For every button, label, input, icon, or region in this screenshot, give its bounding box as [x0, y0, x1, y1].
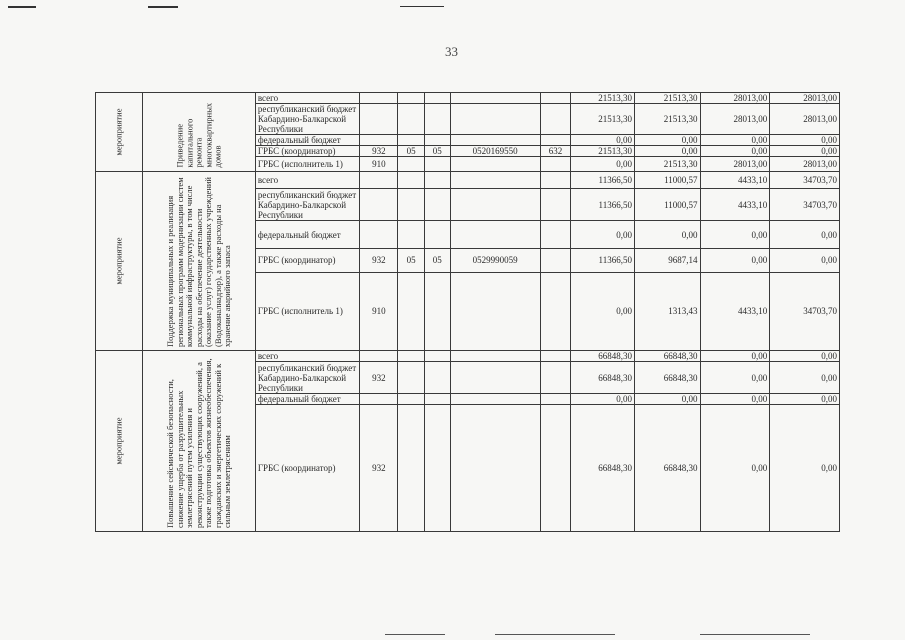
cell-grbs — [360, 220, 398, 248]
cell-y1: 21513,30 — [571, 146, 635, 157]
row-label: ГРБС (исполнитель 1) — [255, 157, 360, 172]
cell-y1: 0,00 — [571, 135, 635, 146]
cell-vr — [540, 351, 571, 362]
cell-y3: 0,00 — [700, 405, 770, 532]
cell-csr — [450, 220, 540, 248]
cell-vr: 632 — [540, 146, 571, 157]
cell-rz — [398, 93, 425, 104]
budget-table — [95, 92, 840, 532]
row-label: ГРБС (исполнитель 1) — [255, 272, 360, 350]
row-label: республиканский бюджет Кабардино-Балкарской Республики — [255, 362, 360, 394]
cell-vr — [540, 157, 571, 172]
cell-y4: 28013,00 — [770, 104, 840, 135]
cell-y1: 66848,30 — [571, 362, 635, 394]
activity-type-label: мероприятие — [113, 417, 124, 465]
cell-y2: 66848,30 — [634, 405, 700, 532]
cell-y3: 0,00 — [700, 393, 770, 404]
cell-y4: 0,00 — [770, 220, 840, 248]
activity-name-cell — [143, 172, 256, 351]
row-label: всего — [255, 93, 360, 104]
cell-rz — [398, 393, 425, 404]
cell-y4: 0,00 — [770, 146, 840, 157]
row-label: ГРБС (координатор) — [255, 249, 360, 272]
cell-pr — [424, 405, 450, 532]
cell-rz — [398, 220, 425, 248]
activity-name: Повышение сейсмической безопасности, снижение ущерба от разрушительных землетрясений путем усиления и реконструкции существующих сооружений, а также подготовка объектов жизнеобеспечения, гражданских и энергетических сооружений к сильным землетрясениям — [164, 358, 232, 528]
cell-pr: 05 — [424, 146, 450, 157]
cell-y2: 21513,30 — [634, 93, 700, 104]
cell-y2: 0,00 — [634, 220, 700, 248]
cell-csr — [450, 362, 540, 394]
activity-type-cell — [96, 93, 143, 172]
cell-csr — [450, 189, 540, 221]
cell-grbs — [360, 135, 398, 146]
page-number: 33 — [445, 44, 458, 59]
cell-y4: 0,00 — [770, 393, 840, 404]
cell-y3: 0,00 — [700, 135, 770, 146]
cell-grbs: 910 — [360, 157, 398, 172]
cell-y4: 0,00 — [770, 405, 840, 532]
cell-pr — [424, 157, 450, 172]
cell-grbs — [360, 93, 398, 104]
cell-vr — [540, 405, 571, 532]
cell-y2: 0,00 — [634, 135, 700, 146]
table-row — [96, 172, 840, 189]
cell-pr — [424, 93, 450, 104]
table-row — [96, 93, 840, 104]
row-label: ГРБС (координатор) — [255, 405, 360, 532]
cell-rz — [398, 351, 425, 362]
cell-y2: 11000,57 — [634, 189, 700, 221]
cell-pr — [424, 135, 450, 146]
cell-rz — [398, 104, 425, 135]
cell-csr: 0520169550 — [450, 146, 540, 157]
cell-rz — [398, 189, 425, 221]
cell-grbs — [360, 172, 398, 189]
cell-pr — [424, 393, 450, 404]
cell-vr — [540, 393, 571, 404]
cell-y3: 4433,10 — [700, 172, 770, 189]
scan-artifact — [148, 6, 178, 8]
footer-rule — [700, 634, 810, 635]
cell-pr — [424, 220, 450, 248]
cell-vr — [540, 362, 571, 394]
cell-vr — [540, 272, 571, 350]
cell-grbs — [360, 189, 398, 221]
cell-y2: 21513,30 — [634, 104, 700, 135]
cell-y4: 28013,00 — [770, 157, 840, 172]
cell-y3: 4433,10 — [700, 189, 770, 221]
activity-type-label: мероприятие — [113, 108, 124, 156]
scan-artifact — [8, 6, 36, 8]
cell-rz — [398, 272, 425, 350]
cell-y1: 0,00 — [571, 393, 635, 404]
activity-name-cell — [143, 93, 256, 172]
cell-y1: 0,00 — [571, 272, 635, 350]
footer-rule — [495, 634, 615, 635]
cell-y1: 11366,50 — [571, 249, 635, 272]
cell-rz — [398, 362, 425, 394]
cell-y2: 66848,30 — [634, 351, 700, 362]
cell-grbs: 932 — [360, 405, 398, 532]
cell-vr — [540, 93, 571, 104]
cell-y2: 0,00 — [634, 393, 700, 404]
cell-y3: 28013,00 — [700, 93, 770, 104]
cell-y1: 11366,50 — [571, 172, 635, 189]
cell-csr — [450, 104, 540, 135]
row-label: федеральный бюджет — [255, 135, 360, 146]
cell-rz — [398, 157, 425, 172]
row-label: ГРБС (координатор) — [255, 146, 360, 157]
cell-grbs: 932 — [360, 249, 398, 272]
activity-name: Приведение капитального ремонта многоквартирных домов — [174, 102, 223, 168]
activity-type-cell — [96, 172, 143, 351]
cell-y2: 1313,43 — [634, 272, 700, 350]
row-label: всего — [255, 351, 360, 362]
cell-y4: 34703,70 — [770, 272, 840, 350]
cell-grbs — [360, 351, 398, 362]
cell-pr — [424, 189, 450, 221]
row-label: республиканский бюджет Кабардино-Балкарской Республики — [255, 189, 360, 221]
cell-y1: 66848,30 — [571, 405, 635, 532]
cell-grbs: 932 — [360, 362, 398, 394]
cell-vr — [540, 249, 571, 272]
cell-csr — [450, 393, 540, 404]
cell-y2: 21513,30 — [634, 157, 700, 172]
cell-rz — [398, 135, 425, 146]
cell-rz: 05 — [398, 249, 425, 272]
row-label: республиканский бюджет Кабардино-Балкарской Республики — [255, 104, 360, 135]
cell-csr — [450, 93, 540, 104]
cell-csr — [450, 272, 540, 350]
cell-y1: 0,00 — [571, 157, 635, 172]
cell-csr: 0529990059 — [450, 249, 540, 272]
cell-rz — [398, 405, 425, 532]
row-label: всего — [255, 172, 360, 189]
cell-y2: 9687,14 — [634, 249, 700, 272]
cell-grbs — [360, 393, 398, 404]
cell-y3: 28013,00 — [700, 157, 770, 172]
cell-vr — [540, 104, 571, 135]
cell-y1: 11366,50 — [571, 189, 635, 221]
scan-artifact — [400, 6, 444, 7]
cell-grbs: 932 — [360, 146, 398, 157]
footer-rule — [385, 634, 445, 635]
activity-type-label: мероприятие — [113, 237, 124, 285]
cell-y2: 66848,30 — [634, 362, 700, 394]
table-row — [96, 351, 840, 362]
activity-name: Поддержка муниципальных и реализация региональных программ модернизации систем коммунальной инфраструктуры, в том числе расходы на обеспечение деятельности (оказание услуг) государственных учреждений (Водоканалнадзор), а также расходы на хранение аварийного запаса — [164, 177, 232, 347]
cell-y1: 21513,30 — [571, 93, 635, 104]
cell-y2: 0,00 — [634, 146, 700, 157]
row-label: федеральный бюджет — [255, 393, 360, 404]
cell-csr — [450, 135, 540, 146]
cell-y3: 0,00 — [700, 146, 770, 157]
cell-pr — [424, 272, 450, 350]
cell-pr — [424, 351, 450, 362]
cell-y4: 34703,70 — [770, 172, 840, 189]
cell-y3: 4433,10 — [700, 272, 770, 350]
cell-y4: 0,00 — [770, 351, 840, 362]
cell-rz: 05 — [398, 146, 425, 157]
cell-y4: 28013,00 — [770, 93, 840, 104]
cell-pr — [424, 362, 450, 394]
cell-y4: 34703,70 — [770, 189, 840, 221]
cell-rz — [398, 172, 425, 189]
cell-y3: 0,00 — [700, 220, 770, 248]
cell-grbs — [360, 104, 398, 135]
cell-csr — [450, 172, 540, 189]
cell-y3: 0,00 — [700, 249, 770, 272]
cell-vr — [540, 172, 571, 189]
cell-pr: 05 — [424, 249, 450, 272]
cell-y2: 11000,57 — [634, 172, 700, 189]
cell-vr — [540, 220, 571, 248]
cell-csr — [450, 157, 540, 172]
cell-vr — [540, 135, 571, 146]
cell-vr — [540, 189, 571, 221]
cell-y3: 0,00 — [700, 362, 770, 394]
cell-pr — [424, 172, 450, 189]
activity-type-cell — [96, 351, 143, 532]
row-label: федеральный бюджет — [255, 220, 360, 248]
cell-y4: 0,00 — [770, 362, 840, 394]
cell-y3: 0,00 — [700, 351, 770, 362]
cell-pr — [424, 104, 450, 135]
activity-name-cell — [143, 351, 256, 532]
cell-csr — [450, 405, 540, 532]
cell-y4: 0,00 — [770, 249, 840, 272]
cell-y3: 28013,00 — [700, 104, 770, 135]
cell-y1: 0,00 — [571, 220, 635, 248]
cell-grbs: 910 — [360, 272, 398, 350]
cell-y1: 21513,30 — [571, 104, 635, 135]
cell-csr — [450, 351, 540, 362]
cell-y1: 66848,30 — [571, 351, 635, 362]
cell-y4: 0,00 — [770, 135, 840, 146]
